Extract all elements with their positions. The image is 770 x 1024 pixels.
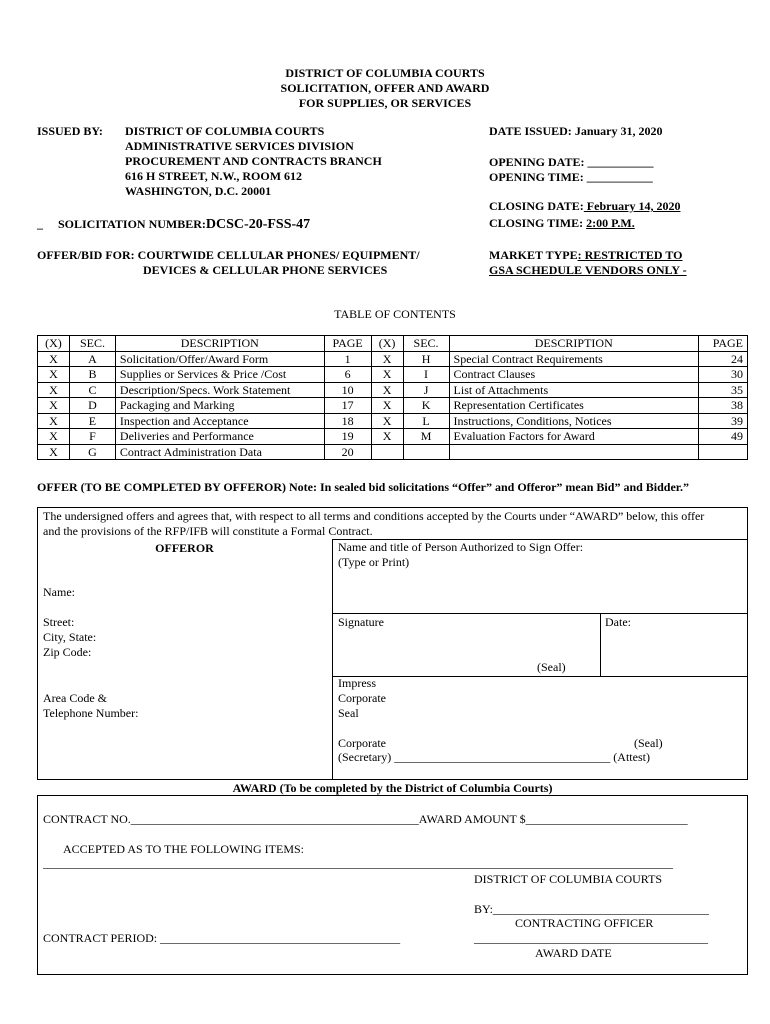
- authorized-signer: [338, 540, 583, 570]
- offer-intro-line-2: and the provisions of the RFP/IFB will constitute a Formal Contract.: [43, 524, 373, 538]
- toc-cell: I: [403, 367, 449, 383]
- corporate-seal-label: (Seal): [634, 736, 663, 750]
- table-row: [38, 398, 748, 414]
- offeror-phone: [43, 691, 138, 721]
- toc-cell: X: [371, 351, 403, 367]
- toc-cell: X: [371, 367, 403, 383]
- offer-intro-line-1: The undersigned offers and agrees that, with respect to all terms and conditions accepted by the Courts under “AWARD” below, this offer: [43, 509, 705, 523]
- toc-cell: [371, 444, 403, 460]
- toc-cell: Deliveries and Performance: [115, 429, 324, 445]
- toc-cell: Evaluation Factors for Award: [449, 429, 698, 445]
- opening-date: OPENING DATE: ___________: [489, 155, 654, 169]
- toc-cell: Solicitation/Offer/Award Form: [115, 351, 324, 367]
- impress-line-3: Seal: [338, 706, 359, 720]
- toc-cell: M: [403, 429, 449, 445]
- contracting-officer-label: CONTRACTING OFFICER: [515, 916, 654, 930]
- issuer-line: ADMINISTRATIVE SERVICES DIVISION: [125, 139, 354, 153]
- solicitation-value: DCSC-20-FSS-47: [205, 217, 311, 232]
- issuer-line: PROCUREMENT AND CONTRACTS BRANCH: [125, 154, 382, 168]
- opening-time: OPENING TIME: ___________: [489, 170, 653, 184]
- toc-cell: Special Contract Requirements: [449, 351, 698, 367]
- closing-time-value: 2:00 P.M.: [586, 216, 635, 230]
- offer-intro: [43, 509, 704, 539]
- toc-header-cell: DESCRIPTION: [115, 336, 324, 352]
- toc-header-row: [38, 336, 748, 352]
- divider: [333, 613, 748, 614]
- toc-cell: Packaging and Marking: [115, 398, 324, 414]
- toc-cell: X: [371, 413, 403, 429]
- award-title: AWARD (To be completed by the District of Columbia Courts): [232, 781, 553, 795]
- toc-cell: G: [69, 444, 115, 460]
- authorized-signer-line-2: (Type or Print): [338, 555, 410, 569]
- toc-cell: B: [69, 367, 115, 383]
- solicitation-number: [58, 217, 310, 233]
- offeror-name-label: Name:: [43, 585, 75, 599]
- city-state-label: City, State:: [43, 630, 97, 644]
- form-title: [0, 66, 770, 111]
- date-issued: [489, 124, 663, 139]
- table-row: [38, 351, 748, 367]
- table-row: [38, 413, 748, 429]
- toc-header-cell: PAGE: [698, 336, 747, 352]
- toc-cell: H: [403, 351, 449, 367]
- toc-cell: X: [38, 367, 70, 383]
- contract-period-line: CONTRACT PERIOD: ________________________________________: [43, 931, 401, 945]
- divider: [333, 676, 748, 677]
- signature-label: Signature: [338, 615, 384, 629]
- toc-cell: 19: [324, 429, 371, 445]
- title-line-1: DISTRICT OF COLUMBIA COURTS: [285, 66, 485, 80]
- offer-bid-label: OFFER/BID FOR:: [37, 248, 135, 262]
- date-issued-value: January 31, 2020: [574, 124, 663, 138]
- toc-header-cell: SEC.: [403, 336, 449, 352]
- closing-time-label: CLOSING TIME:: [489, 216, 584, 230]
- toc-cell: 38: [698, 398, 747, 414]
- title-line-3: FOR SUPPLIES, OR SERVICES: [298, 96, 472, 110]
- impress-line-1: Impress: [338, 676, 376, 690]
- toc-cell: Contract Clauses: [449, 367, 698, 383]
- solicitation-label: SOLICITATION NUMBER:: [58, 217, 206, 231]
- authorized-signer-line-1: Name and title of Person Authorized to Sign Offer:: [338, 540, 584, 554]
- issuer-line: 616 H STREET, N.W., ROOM 612: [125, 169, 303, 183]
- offeror-title: OFFEROR: [155, 541, 214, 555]
- toc-cell: 24: [698, 351, 747, 367]
- offer-bid-line-2: DEVICES & CELLULAR PHONE SERVICES: [143, 263, 388, 277]
- toc-cell: K: [403, 398, 449, 414]
- toc-cell: X: [38, 429, 70, 445]
- toc-cell: [403, 444, 449, 460]
- toc-header-cell: DESCRIPTION: [449, 336, 698, 352]
- closing-date-label: CLOSING DATE:: [489, 199, 584, 213]
- toc-cell: X: [38, 398, 70, 414]
- impress-seal: [338, 676, 386, 721]
- date-issued-label: DATE ISSUED:: [489, 124, 572, 138]
- toc-cell: 20: [324, 444, 371, 460]
- market-type-line-2: GSA SCHEDULE VENDORS ONLY -: [489, 263, 687, 277]
- issuer-line: WASHINGTON, D.C. 20001: [125, 184, 272, 198]
- toc-cell: D: [69, 398, 115, 414]
- zip-code-label: Zip Code:: [43, 645, 92, 659]
- award-date-label: AWARD DATE: [535, 946, 612, 960]
- seal-label: (Seal): [537, 660, 566, 674]
- secretary-attest-line: (Secretary) ____________________________________ (Attest): [338, 750, 650, 764]
- toc-cell: 18: [324, 413, 371, 429]
- accepted-items-label: ACCEPTED AS TO THE FOLLOWING ITEMS:: [63, 842, 305, 856]
- toc-cell: X: [371, 398, 403, 414]
- by-line: BY:____________________________________: [474, 902, 709, 916]
- toc-header-cell: (X): [371, 336, 403, 352]
- toc-header-cell: SEC.: [69, 336, 115, 352]
- toc-cell: Instructions, Conditions, Notices: [449, 413, 698, 429]
- toc-cell: 10: [324, 382, 371, 398]
- market-type-line-1: : RESTRICTED TO: [577, 248, 683, 262]
- accepted-items-line: _________________________________________________________________________________________________________: [43, 856, 673, 870]
- toc-cell: 49: [698, 429, 747, 445]
- divider: [600, 613, 601, 676]
- offer-note: OFFER (TO BE COMPLETED BY OFFEROR) Note: In sealed bid solicitations “Offer” and Offeror” mean Bid” and Bidder.”: [37, 480, 690, 494]
- issuer-line: DISTRICT OF COLUMBIA COURTS: [125, 124, 325, 138]
- toc-cell: J: [403, 382, 449, 398]
- toc-cell: A: [69, 351, 115, 367]
- toc-cell: F: [69, 429, 115, 445]
- divider: [332, 539, 333, 780]
- toc-cell: X: [371, 382, 403, 398]
- toc-cell: Supplies or Services & Price /Cost: [115, 367, 324, 383]
- area-code-label: Area Code &: [43, 691, 107, 705]
- offeror-address: [43, 615, 96, 660]
- closing-date: [489, 199, 680, 214]
- toc-cell: 1: [324, 351, 371, 367]
- table-row: [38, 367, 748, 383]
- dc-courts-label: DISTRICT OF COLUMBIA COURTS: [474, 872, 663, 886]
- toc-cell: [698, 444, 747, 460]
- contract-no-line: CONTRACT NO.________________________________________________AWARD AMOUNT $___________________________: [43, 812, 688, 826]
- market-type-label: MARKET TYPE: [489, 248, 578, 262]
- toc-cell: X: [38, 413, 70, 429]
- toc-cell: 35: [698, 382, 747, 398]
- telephone-label: Telephone Number:: [43, 706, 139, 720]
- toc-header-cell: (X): [38, 336, 70, 352]
- table-row: [38, 429, 748, 445]
- toc-cell: L: [403, 413, 449, 429]
- closing-date-value: February 14, 2020: [583, 199, 681, 213]
- toc-cell: Inspection and Acceptance: [115, 413, 324, 429]
- toc-cell: Contract Administration Data: [115, 444, 324, 460]
- title-line-2: SOLICITATION, OFFER AND AWARD: [280, 81, 490, 95]
- toc-cell: X: [38, 382, 70, 398]
- toc-title: TABLE OF CONTENTS: [334, 307, 456, 321]
- toc-cell: E: [69, 413, 115, 429]
- toc-cell: 17: [324, 398, 371, 414]
- market-type: [489, 248, 687, 278]
- toc-cell: X: [371, 429, 403, 445]
- toc-cell: [449, 444, 698, 460]
- award-date-line: _______________________________________: [474, 931, 708, 945]
- table-row: [38, 444, 748, 460]
- date-label: Date:: [605, 615, 631, 629]
- toc-cell: Representation Certificates: [449, 398, 698, 414]
- corporate-label: Corporate: [338, 736, 386, 750]
- solicitation-dash: _: [37, 217, 43, 231]
- issued-by-label: ISSUED BY:: [37, 124, 103, 138]
- toc-cell: Description/Specs. Work Statement: [115, 382, 324, 398]
- toc-cell: 6: [324, 367, 371, 383]
- offer-bid-line-1: COURTWIDE CELLULAR PHONES/ EQUIPMENT/: [137, 248, 420, 262]
- table-of-contents: [37, 335, 748, 460]
- street-label: Street:: [43, 615, 75, 629]
- offer-bid-for: [37, 248, 420, 278]
- impress-line-2: Corporate: [338, 691, 386, 705]
- table-row: [38, 382, 748, 398]
- issuer-address: [125, 124, 382, 199]
- toc-cell: X: [38, 351, 70, 367]
- toc-cell: 30: [698, 367, 747, 383]
- closing-time: [489, 216, 635, 231]
- toc-cell: 39: [698, 413, 747, 429]
- toc-header-cell: PAGE: [324, 336, 371, 352]
- toc-cell: C: [69, 382, 115, 398]
- toc-cell: List of Attachments: [449, 382, 698, 398]
- toc-cell: X: [38, 444, 70, 460]
